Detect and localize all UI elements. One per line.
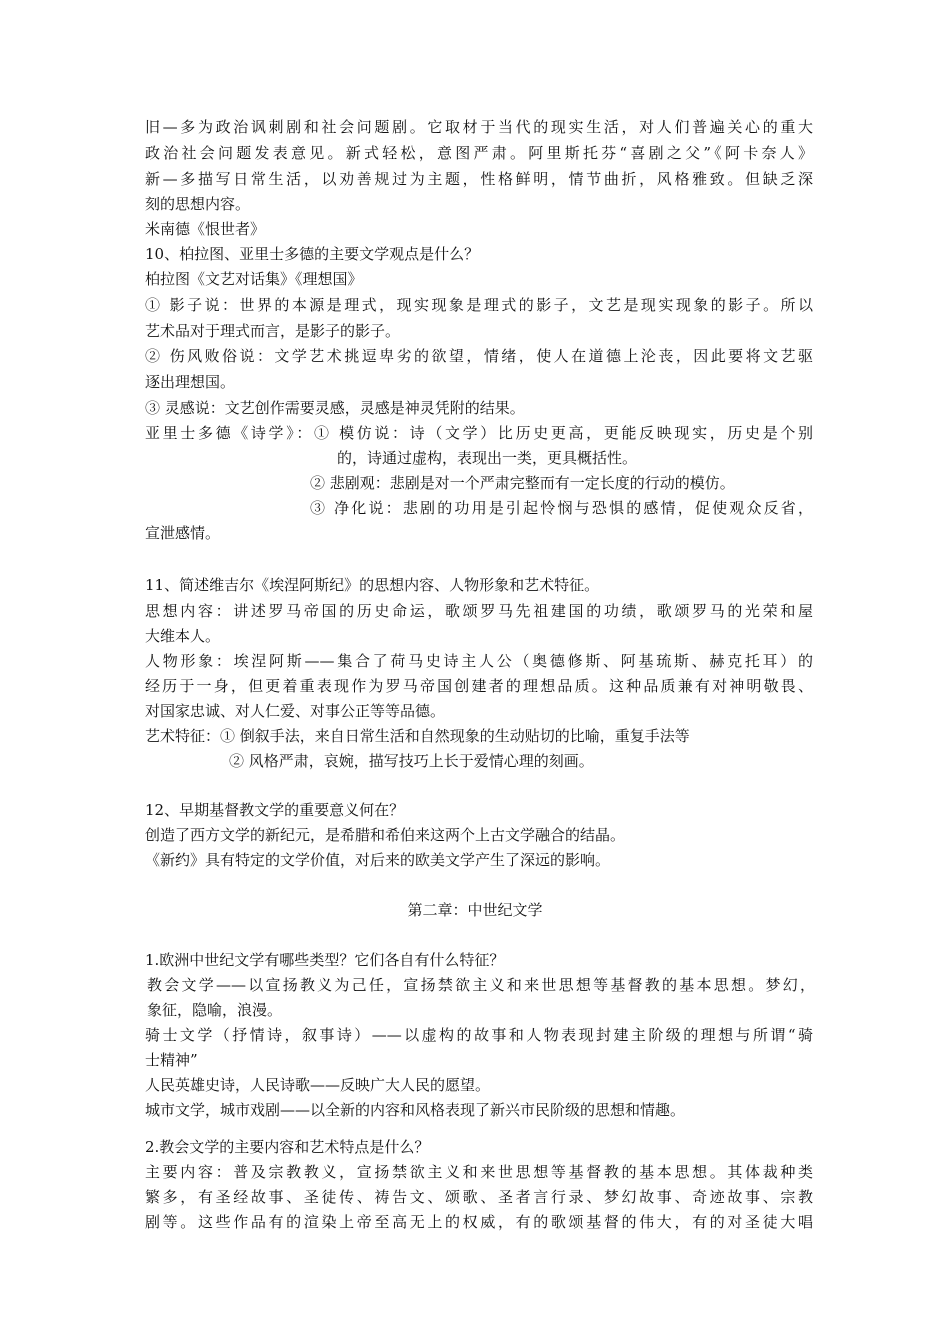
paragraph-line: 《新约》具有特定的文学价值，对后来的欧美文学产生了深远的影响。 (145, 851, 611, 869)
paragraph-line: 大维本人。 (145, 627, 221, 645)
list-item-continued: 宣泄感情。 (145, 524, 221, 542)
paragraph-line: 新—多描写日常生活，以劝善规过为主题，性格鲜明，情节曲折，风格雅致。但缺乏深 (145, 170, 813, 188)
question-title: 10、柏拉图、亚里士多德的主要文学观点是什么？ (145, 245, 480, 263)
list-item: 亚里士多德《诗学》：① 模仿说：诗（文学）比历史更高，更能反映现实，历史是个别 (145, 424, 813, 442)
list-item: ③ 灵感说：文艺创作需要灵感，灵感是神灵凭附的结果。 (145, 399, 525, 417)
paragraph-line: 经历于一身，但更着重表现作为罗马帝国创建者的理想品质。这种品质兼有对神明敬畏、 (145, 677, 813, 695)
list-item: ① 影子说：世界的本源是理式，现实现象是理式的影子，文艺是现实现象的影子。所以 (145, 296, 813, 314)
paragraph-line: 创造了西方文学的新纪元，是希腊和希伯来这两个上古文学融合的结晶。 (145, 826, 626, 844)
paragraph-line: 骑士文学（抒情诗，叙事诗）——以虚构的故事和人物表现封建主阶级的理想与所谓“骑 (145, 1026, 813, 1044)
list-item: ③ 净化说：悲剧的功用是引起怜悯与恐惧的感情，促使观众反省， (310, 499, 813, 517)
paragraph-line: 主要内容：普及宗教教义，宣扬禁欲主义和来世思想等基督教的基本思想。其体裁种类 (145, 1163, 813, 1181)
chapter-heading: 第二章：中世纪文学 (407, 901, 543, 919)
list-item-continued: 艺术品对于理式而言，是影子的影子。 (145, 322, 401, 340)
list-item: ② 伤风败俗说：文学艺术挑逗卑劣的欲望，情绪，使人在道德上沦丧，因此要将文艺驱 (145, 347, 813, 365)
paragraph-line: 剧等。这些作品有的渲染上帝至高无上的权威，有的歌颂基督的伟大，有的对圣徒大唱 (145, 1213, 813, 1231)
paragraph-line: 人物形象：埃涅阿斯——集合了荷马史诗主人公（奥德修斯、阿基琉斯、赫克托耳）的 (145, 652, 813, 670)
paragraph-line: 城市文学，城市戏剧——以全新的内容和风格表现了新兴市民阶级的思想和情趣。 (145, 1101, 686, 1119)
paragraph-line: 旧—多为政治讽刺剧和社会问题剧。它取材于当代的现实生活，对人们普遍关心的重大 (145, 118, 813, 136)
paragraph-line: 柏拉图《文艺对话集》《理想国》 (145, 270, 363, 288)
list-item-continued: 的，诗通过虚构，表现出一类，更具概括性。 (337, 449, 638, 467)
paragraph-line: 繁多，有圣经故事、圣徒传、祷告文、颂歌、圣者言行录、梦幻故事、奇迹故事、宗教 (145, 1188, 813, 1206)
question-title: 11、简述维吉尔《埃涅阿斯纪》的思想内容、人物形象和艺术特征。 (145, 576, 600, 594)
paragraph-line: 政治社会问题发表意见。新式轻松，意图严肃。阿里斯托芬“喜剧之父”《阿卡奈人》 (145, 144, 813, 162)
paragraph-line: 象征，隐喻，浪漫。 (147, 1001, 283, 1019)
question-title: 12、早期基督教文学的重要意义何在？ (145, 801, 405, 819)
list-item: 艺术特征：① 倒叙手法，来自日常生活和自然现象的生动贴切的比喻，重复手法等 (145, 727, 690, 745)
paragraph-line: 思想内容：讲述罗马帝国的历史命运，歌颂罗马先祖建国的功绩，歌颂罗马的光荣和屋 (145, 602, 813, 620)
paragraph-line: 人民英雄史诗，人民诗歌——反映广大人民的愿望。 (145, 1076, 491, 1094)
paragraph-line: 米南德《恨世者》 (145, 220, 266, 238)
paragraph-line: 对国家忠诚、对人仁爱、对事公正等等品德。 (145, 702, 446, 720)
paragraph-line: 士精神” (145, 1051, 198, 1069)
paragraph-line: 教会文学——以宣扬教义为己任，宣扬禁欲主义和来世思想等基督教的基本思想。梦幻， (147, 976, 815, 994)
question-title: 1.欧洲中世纪文学有哪些类型？它们各自有什么特征？ (145, 951, 505, 969)
list-item: ② 悲剧观：悲剧是对一个严肃完整而有一定长度的行动的模仿。 (310, 474, 735, 492)
question-title: 2.教会文学的主要内容和艺术特点是什么？ (145, 1138, 430, 1156)
paragraph-line: 刻的思想内容。 (145, 195, 251, 213)
list-item-continued: 逐出理想国。 (145, 373, 236, 391)
list-item: ② 风格严肃，哀婉，描写技巧上长于爱情心理的刻画。 (229, 752, 594, 770)
